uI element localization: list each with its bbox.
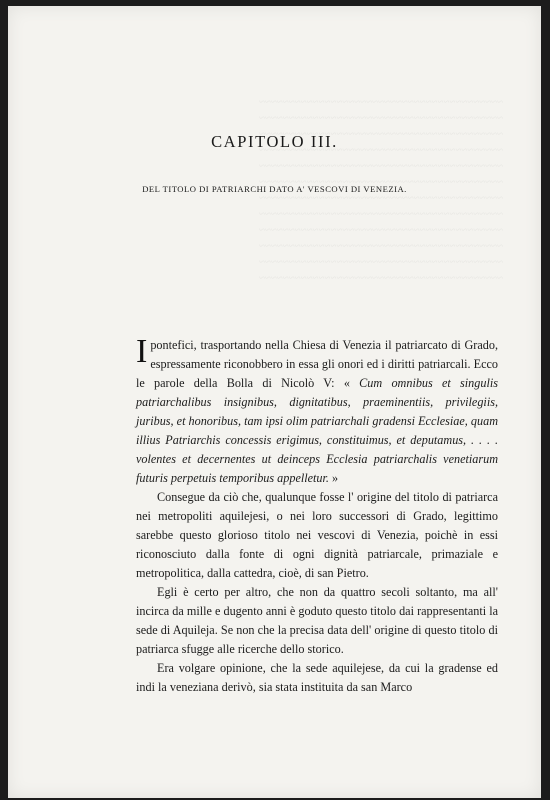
paragraph bbox=[136, 333, 498, 488]
quote-close: » bbox=[328, 471, 339, 485]
chapter-title: CAPITOLO III. bbox=[211, 132, 338, 151]
paragraph: Egli è certo per altro, che non da quattro secoli soltanto, ma all' incirca da mille e dugento anni è goduto questo titolo dai rappresentanti la sede di Aquileja. Se non che la precisa data dell' origine di questo titolo di patriarca sfugge alle ricerche dello storico. bbox=[136, 585, 498, 656]
body-text bbox=[136, 333, 498, 697]
bull-quotation: Cum omnibus et singulis patriarchalibus insignibus, dignitatibus, praeminentiis, privilegiis, juribus, et honoribus, tam ipsi olim patriarchali gradensi Ecclesiae, quam illius Patriarchis concessis erigimus, constituimus, et deputamus, . . . . volentes et decernentes ut deinceps Ecclesia patriarchalis venetiarum futuris perpetuis temporibus appelletur. bbox=[136, 376, 498, 485]
chapter-subtitle: DEL TITOLO DI PATRIARCHI DATO A' VESCOVI DI VENEZIA. bbox=[142, 184, 407, 194]
paragraph: Era volgare opinione, che la sede aquilejese, da cui la gradense ed indi la veneziana derivò, sia stata instituita da san Marco bbox=[136, 661, 498, 694]
bleed-through-text: ~~~~~~~~~~~~~~~~~~~~~~~~~~~~~~~~~~~~~~~~~ ~~~~~~~~~~~~~~~~~~~~~~~~~~~~~~~~~~~~~~~~~ ~~~~~~~~~~~~~~~~~~~~~~~~~~~~~~~~~~~~~~~~~ ~~~~~~~~~~~~~~~~~~~~~~~~~~~~~~~~~~~~~~~~~ ~~~~~~~~~~~~~~~~~~~~~~~~~~~~~~~~~~~~~~~~~ ~~~~~~~~~~~~~~~~~~~~~~~~~~~~~~~~~~~~~~~~~ ~~~~~~~~~~~~~~~~~~~~~~~~~~~~~~~~~~~~~~~~~ ~~~~~~~~~~~~~~~~~~~~~~~~~~~~~~~~~~~~~~~~~ ~~~~~~~~~~~~~~~~~~~~~~~~~~~~~~~~~~~~~~~~~ ~~~~~~~~~~~~~~~~~~~~~~~~~~~~~~~~~~~~~~~~~ ~~~~~~~~~~~~~~~~~~~~~~~~~~~~~~~~~~~~~~~~~ ~~~~~~~~~~~~~~~~~~~~~~~~~~~~~~~~~~~~~~~~~ bbox=[259, 96, 503, 284]
book-page bbox=[8, 6, 541, 798]
paragraph: Consegue da ciò che, qualunque fosse l' origine del titolo di patriarca nei metropoliti aquilejesi, o nei loro successori di Grado, legittimo sarebbe questo glorioso titolo nei vescovi di Venezia, poichè in essi riconosciuto dalla fonte di ogni dignità patriarcale, primaziale e metropolitica, dalla cattedra, cioè, di san Pietro. bbox=[136, 490, 498, 580]
paragraph-lead: pontefici, trasportando nella Chiesa di Venezia il patriarcato di Grado, espressamente riconobbero in essa gli onori ed i diritti patriarcali. Ecco le parole della Bolla di Nicolò V: « bbox=[136, 338, 498, 390]
drop-cap: I bbox=[136, 333, 148, 370]
